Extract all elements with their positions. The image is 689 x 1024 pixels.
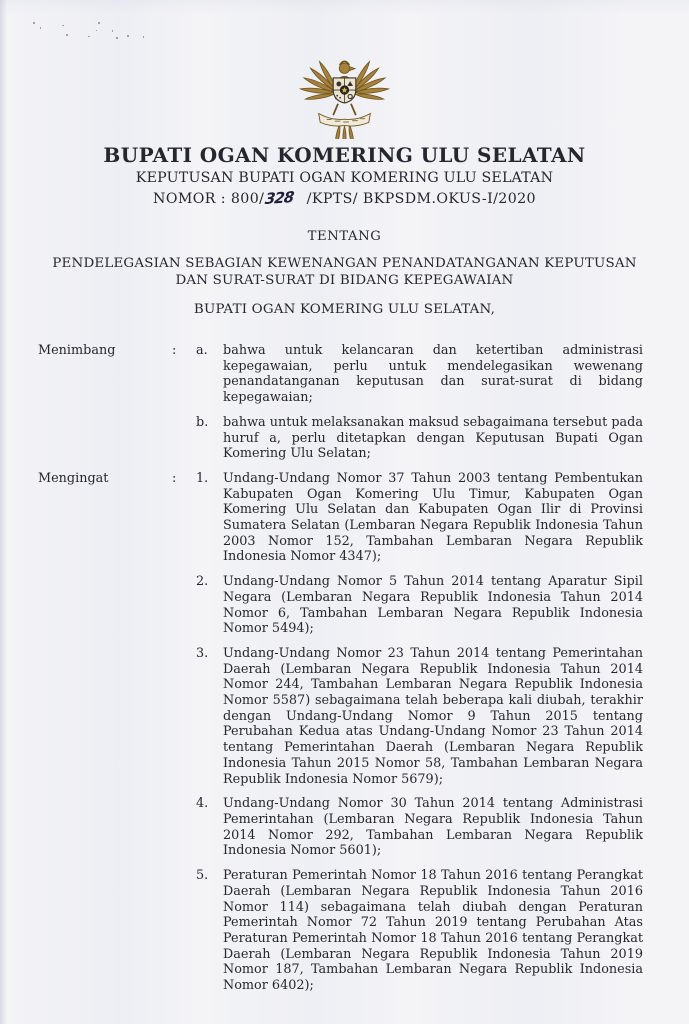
document-body <box>38 343 643 994</box>
item-text: Peraturan Pemerintah Nomor 18 Tahun 2016 tentang Perangkat Daerah (Lembaran Negara Republik Indonesia Tahun 2016 Nomor 114) sebagaimana telah diubah dengan Peraturan Pemerintah Nomor 72 Tahun 2019 tentang Perubahan Atas Peraturan Pemerintah Nomor 18 Tahun 2016 tentang Perangkat Daerah (Lembaran Negara Republik Indonesia Tahun 2019 Nomor 187, Tambahan Lembaran Negara Republik Indonesia Nomor 6402); <box>223 868 643 994</box>
mengingat-item-2 <box>38 574 643 637</box>
item-text: Undang-Undang Nomor 37 Tahun 2003 tentang Pembentukan Kabupaten Ogan Komering Ulu Timur, Kabupaten Ogan Komering Ulu Selatan dan Kabupaten Ogan Ilir di Provinsi Sumatera Selatan (Lembaran Negara Republik Indonesia Tahun 2003 Nomor 152, Tambahan Lembaran Negara Republik Indonesia Nomor 4347); <box>223 470 643 565</box>
mengingat-item-4 <box>38 796 643 859</box>
item-marker: 4. <box>196 796 209 812</box>
mengingat-item-5 <box>38 868 643 994</box>
subject-title-line2: DAN SURAT-SURAT DI BIDANG KEPEGAWAIAN <box>175 273 514 288</box>
item-marker: a. <box>196 343 208 358</box>
decree-heading: KEPUTUSAN BUPATI OGAN KOMERING ULU SELATAN <box>135 170 554 186</box>
item-text: Undang-Undang Nomor 5 Tahun 2014 tentang Aparatur Sipil Negara (Lembaran Negara Republik Indonesia Tahun 2014 Nomor 6, Tambahan Lembaran Negara Republik Indonesia Nomor 5494); <box>223 574 643 637</box>
mengingat-item-3 <box>38 646 643 787</box>
item-marker: 3. <box>196 645 209 661</box>
item-text: Undang-Undang Nomor 23 Tahun 2014 tentang Pemerintahan Daerah (Lembaran Negara Republik Indonesia Tahun 2014 Nomor 244, Tambahan Lembaran Negara Republik Indonesia Nomor 5587) sebagaimana telah beberapa kali diubah, terakhir dengan Undang-Undang Nomor 9 Tahun 2015 tentang Perubahan Kedua atas Undang-Undang Nomor 23 Tahun 2014 tentang Pemerintahan Daerah (Lembaran Negara Republik Indonesia Tahun 2015 Nomor 58, Tambahan Lembaran Negara Republik Indonesia Nomor 5679); <box>223 645 643 787</box>
menimbang-label: Menimbang <box>38 343 116 358</box>
decree-number-suffix: /KPTS/ BKPSDM.OKUS-I/2020 <box>306 191 536 207</box>
menimbang-item-b <box>38 415 643 462</box>
mengingat-item-1 <box>38 471 643 565</box>
item-marker: 2. <box>196 574 209 590</box>
item-marker: 1. <box>196 470 209 486</box>
subject-title <box>0 255 689 289</box>
item-text: bahwa untuk melaksanakan maksud sebagaimana tersebut pada huruf a, perlu ditetapkan dengan Keputusan Bupati Ogan Komering Ulu Selatan; <box>223 414 643 462</box>
handwritten-number: 328 <box>264 187 295 209</box>
colon: : <box>172 470 177 486</box>
menimbang-item-a <box>38 343 643 406</box>
subject-title-line1: PENDELEGASIAN SEBAGIAN KEWENANGAN PENANDATANGANAN KEPUTUSAN <box>52 256 637 271</box>
item-marker: b. <box>196 414 209 430</box>
garuda-pancasila-emblem <box>296 33 393 139</box>
item-text: Undang-Undang Nomor 30 Tahun 2014 tentang Administrasi Pemerintahan (Lembaran Negara Republik Indonesia Tahun 2014 Nomor 292, Tambahan Lembaran Negara Republik Indonesia Nomor 5601); <box>223 796 643 859</box>
issuer-title: BUPATI OGAN KOMERING ULU SELATAN <box>103 143 586 167</box>
mengingat-label: Mengingat <box>38 470 109 486</box>
colon: : <box>172 343 177 358</box>
decree-number-line <box>0 188 689 209</box>
tentang-label: TENTANG <box>307 229 382 244</box>
item-text: bahwa untuk kelancaran dan ketertiban administrasi kepegawaian, perlu untuk mendelegasikan wewenang penandatanganan keputusan dan surat-surat di bidang kepegawaian; <box>223 343 643 406</box>
decree-number-prefix: NOMOR : 800/ <box>153 191 265 207</box>
salutation: BUPATI OGAN KOMERING ULU SELATAN, <box>193 302 496 317</box>
item-marker: 5. <box>196 868 209 884</box>
